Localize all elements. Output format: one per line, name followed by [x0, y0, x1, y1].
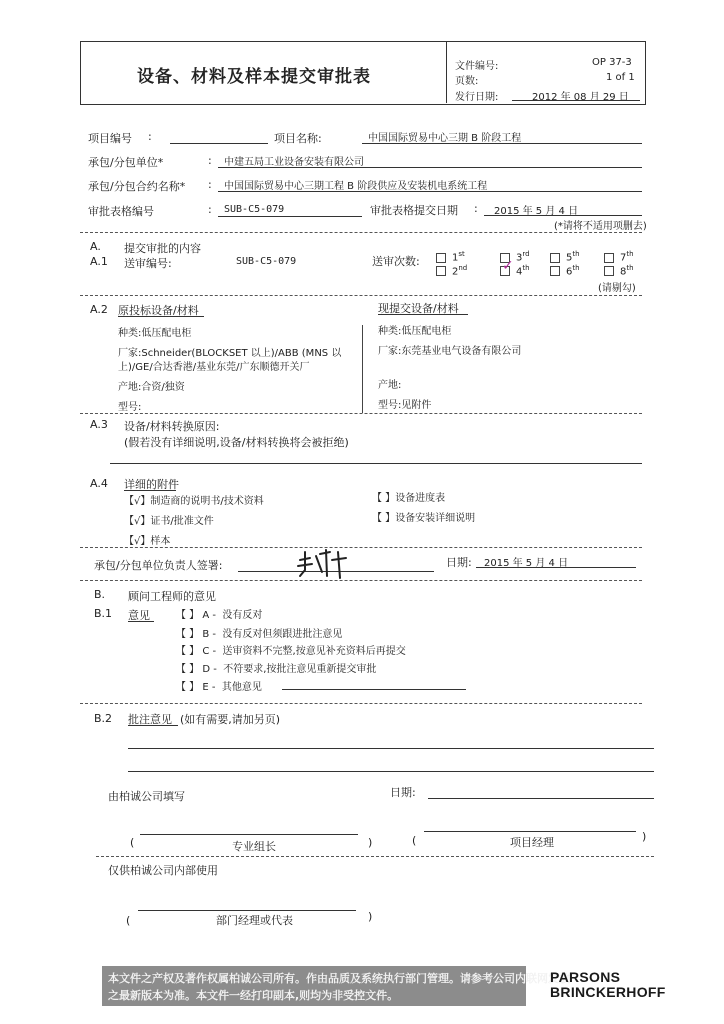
signoff-label: 承包/分包单位负责人签署:: [94, 559, 223, 572]
internal-use-label: 仅供柏诚公司内部使用: [108, 864, 218, 877]
pb-date-field[interactable]: [428, 798, 654, 799]
contractor-field[interactable]: [218, 167, 642, 168]
project-name-field[interactable]: [362, 143, 642, 144]
logo-line-1: PARSONS: [550, 969, 621, 985]
a2-new-mfr: 厂家:东莞基业电气设备有限公司: [378, 346, 522, 357]
please-tick-note: (请剔勾): [598, 283, 636, 294]
times-1st-label: 1st: [452, 250, 465, 264]
project-no-colon: :: [148, 130, 152, 143]
a2-orig-model: 型号:: [118, 402, 142, 413]
a2-new-title-underline: [378, 314, 468, 315]
a3-note: (假若没有详细说明,设备/材料转换将会被拒绝): [124, 436, 349, 449]
group-leader-paren-close: ): [368, 836, 373, 849]
pb-date-label: 日期:: [390, 786, 416, 799]
times-7th-label: 7th: [620, 250, 634, 264]
times-2nd-label: 2nd: [452, 264, 468, 278]
page-label: 页数:: [455, 76, 479, 87]
dept-manager-sign-line[interactable]: [138, 910, 356, 911]
a1-label: 送审编号:: [124, 257, 172, 270]
doc-no-value: OP 37-3: [592, 57, 632, 68]
submit-date-colon: :: [474, 202, 478, 215]
submit-date-field[interactable]: [484, 215, 642, 216]
section-b-title: 顾问工程师的意见: [128, 590, 216, 603]
a4-item-install-details[interactable]: 【 】设备安装详细说明: [372, 513, 476, 524]
section-a-no: A.: [90, 240, 101, 253]
form-no-value: SUB-C5-079: [224, 204, 285, 215]
a3-reason-line[interactable]: [110, 463, 642, 464]
divider-b: [80, 580, 642, 581]
b1-no: B.1: [94, 607, 113, 620]
divider-a3: [80, 413, 642, 414]
a2-no: A.2: [90, 303, 108, 316]
a4-title: 详细的附件: [124, 478, 179, 491]
a2-orig-origin: 产地:合资/独资: [118, 382, 185, 393]
a2-new-origin: 产地:: [378, 380, 402, 391]
opinion-option-d[interactable]: 【 】 D - 不符要求,按批注意见重新提交审批: [176, 664, 377, 675]
opinion-option-e[interactable]: 【 】 E - 其他意见: [176, 682, 262, 693]
divider-a: [80, 232, 642, 233]
footer-notice-line-1: 本文件之产权及著作权属柏诚公司所有。作由品质及系统执行部门管理。请参考公司内联网发放: [108, 972, 570, 985]
logo-line-2: BRINCKERHOFF: [550, 984, 666, 1000]
contract-name-field[interactable]: [218, 191, 642, 192]
b2-label: 批注意见: [128, 713, 172, 726]
b2-comment-line-2[interactable]: [128, 771, 654, 772]
form-no-colon: :: [208, 203, 212, 216]
submit-date-label: 审批表格提交日期: [370, 204, 458, 217]
project-manager-label: 项目经理: [510, 836, 554, 849]
group-leader-label: 专业组长: [232, 840, 276, 853]
project-manager-sign-line[interactable]: [424, 831, 636, 832]
contract-name-colon: :: [208, 178, 212, 191]
form-no-field[interactable]: [218, 216, 362, 217]
issue-date-label: 发行日期:: [455, 92, 499, 103]
contractor-label: 承包/分包单位*: [88, 156, 164, 169]
times-6th-label: 6th: [566, 264, 580, 278]
checkbox-6th[interactable]: [550, 266, 560, 276]
submit-date-value: 2015 年 5 月 4 日: [494, 206, 579, 217]
divider-a2: [80, 295, 642, 296]
checkbox-2nd[interactable]: [436, 266, 446, 276]
a4-no: A.4: [90, 477, 108, 490]
parsons-brinckerhoff-logo: [550, 970, 666, 1000]
opinion-option-a[interactable]: 【 】 A - 没有反对: [176, 610, 263, 621]
pen-check-mark: ✓: [502, 258, 514, 274]
a1-value: SUB-C5-079: [236, 256, 297, 267]
a2-orig-type: 种类:低压配电柜: [118, 328, 192, 339]
project-manager-paren-open: (: [412, 834, 417, 847]
a4-title-underline: [124, 490, 176, 491]
project-no-field[interactable]: [170, 143, 268, 144]
checkbox-1st[interactable]: [436, 253, 446, 263]
other-opinion-field[interactable]: [282, 689, 466, 690]
times-8th-label: 8th: [620, 264, 634, 278]
a2-new-type: 种类:低压配电柜: [378, 326, 452, 337]
opinion-option-c[interactable]: 【 】 C - 送审资料不完整,按意见补充资料后再提交: [176, 646, 406, 657]
dept-manager-paren-open: (: [126, 914, 131, 927]
contractor-value: 中建五局工业设备安装有限公司: [224, 157, 364, 168]
contractor-colon: :: [208, 154, 212, 167]
a2-orig-title: 原投标设备/材料: [118, 304, 199, 317]
header-divider: [446, 41, 447, 103]
a4-item-schedule[interactable]: 【 】设备进度表: [372, 493, 446, 504]
b2-note: (如有需要,请加另页): [180, 713, 281, 726]
divider-b2: [80, 703, 642, 704]
a4-item-certificates[interactable]: 【√】证书/批准文件: [124, 516, 214, 527]
a3-title: 设备/材料转换原因:: [124, 420, 220, 433]
a2-column-divider: [362, 325, 363, 413]
section-a-title: 提交审批的内容: [124, 242, 201, 255]
group-leader-sign-line[interactable]: [140, 834, 358, 835]
contract-name-label: 承包/分包合约名称*: [88, 180, 186, 193]
page-value: 1 of 1: [606, 72, 635, 83]
b2-no: B.2: [94, 712, 113, 725]
a4-item-manufacturer-docs[interactable]: 【√】制造商的说明书/技术资料: [124, 496, 264, 507]
signoff-date-value: 2015 年 5 月 4 日: [484, 558, 569, 569]
section-b-no: B.: [94, 588, 106, 601]
a2-orig-mfr-2: 上)/GE/合达香港/基业东莞/广东顺德开关厂: [118, 362, 310, 373]
group-leader-paren-open: (: [130, 836, 135, 849]
submission-times-label: 送审次数:: [372, 255, 420, 268]
project-name-label: 项目名称:: [274, 132, 322, 145]
b1-label-underline: [128, 621, 154, 622]
a4-item-samples[interactable]: 【√】样本: [124, 536, 171, 547]
dept-manager-label: 部门经理或代表: [216, 914, 293, 927]
project-no-label: 项目编号: [88, 132, 132, 145]
project-manager-paren-close: ): [642, 830, 647, 843]
a1-no: A.1: [90, 255, 108, 268]
a2-orig-mfr-1: 厂家:Schneider(BLOCKSET 以上)/ABB (MNS 以: [118, 348, 342, 359]
footer-notice-line-2: 之最新版本为准。本文件一经打印副本,则均为非受控文件。: [108, 989, 399, 1002]
na-note: (*请将不适用项删去): [554, 221, 647, 232]
times-3rd-label: 3rd: [516, 250, 530, 264]
divider-signoff: [80, 547, 642, 548]
issue-date-value: 2012 年 08 月 29 日: [532, 92, 629, 103]
dept-manager-paren-close: ): [368, 910, 373, 923]
a2-new-title: 现提交设备/材料: [378, 302, 459, 315]
opinion-option-b[interactable]: 【 】 B - 没有反对但须跟进批注意见: [176, 629, 343, 640]
a2-new-model: 型号:见附件: [378, 400, 432, 411]
signoff-date-label: 日期:: [446, 556, 472, 569]
form-title: 设备、材料及样本提交审批表: [137, 67, 371, 87]
pb-fill-label: 由柏诚公司填写: [108, 790, 185, 803]
divider-internal: [96, 856, 654, 857]
form-no-label: 审批表格编号: [88, 205, 154, 218]
checkbox-5th[interactable]: [550, 253, 560, 263]
times-4th-label: 4th: [516, 264, 530, 278]
a3-no: A.3: [90, 418, 108, 431]
checkbox-7th[interactable]: [604, 253, 614, 263]
signoff-date-field[interactable]: [476, 567, 636, 568]
doc-no-label: 文件编号:: [455, 61, 499, 72]
checkbox-8th[interactable]: [604, 266, 614, 276]
issue-date-underline: [512, 100, 640, 101]
a2-orig-title-underline: [118, 316, 204, 317]
handwritten-signature: [296, 546, 352, 580]
times-5th-label: 5th: [566, 250, 580, 264]
contract-name-value: 中国国际贸易中心三期工程 B 阶段供应及安装机电系统工程: [224, 181, 488, 192]
b2-label-underline: [128, 725, 178, 726]
b2-comment-line-1[interactable]: [128, 748, 654, 749]
project-name-value: 中国国际贸易中心三期 B 阶段工程: [368, 133, 522, 144]
b1-label: 意见: [128, 609, 150, 622]
